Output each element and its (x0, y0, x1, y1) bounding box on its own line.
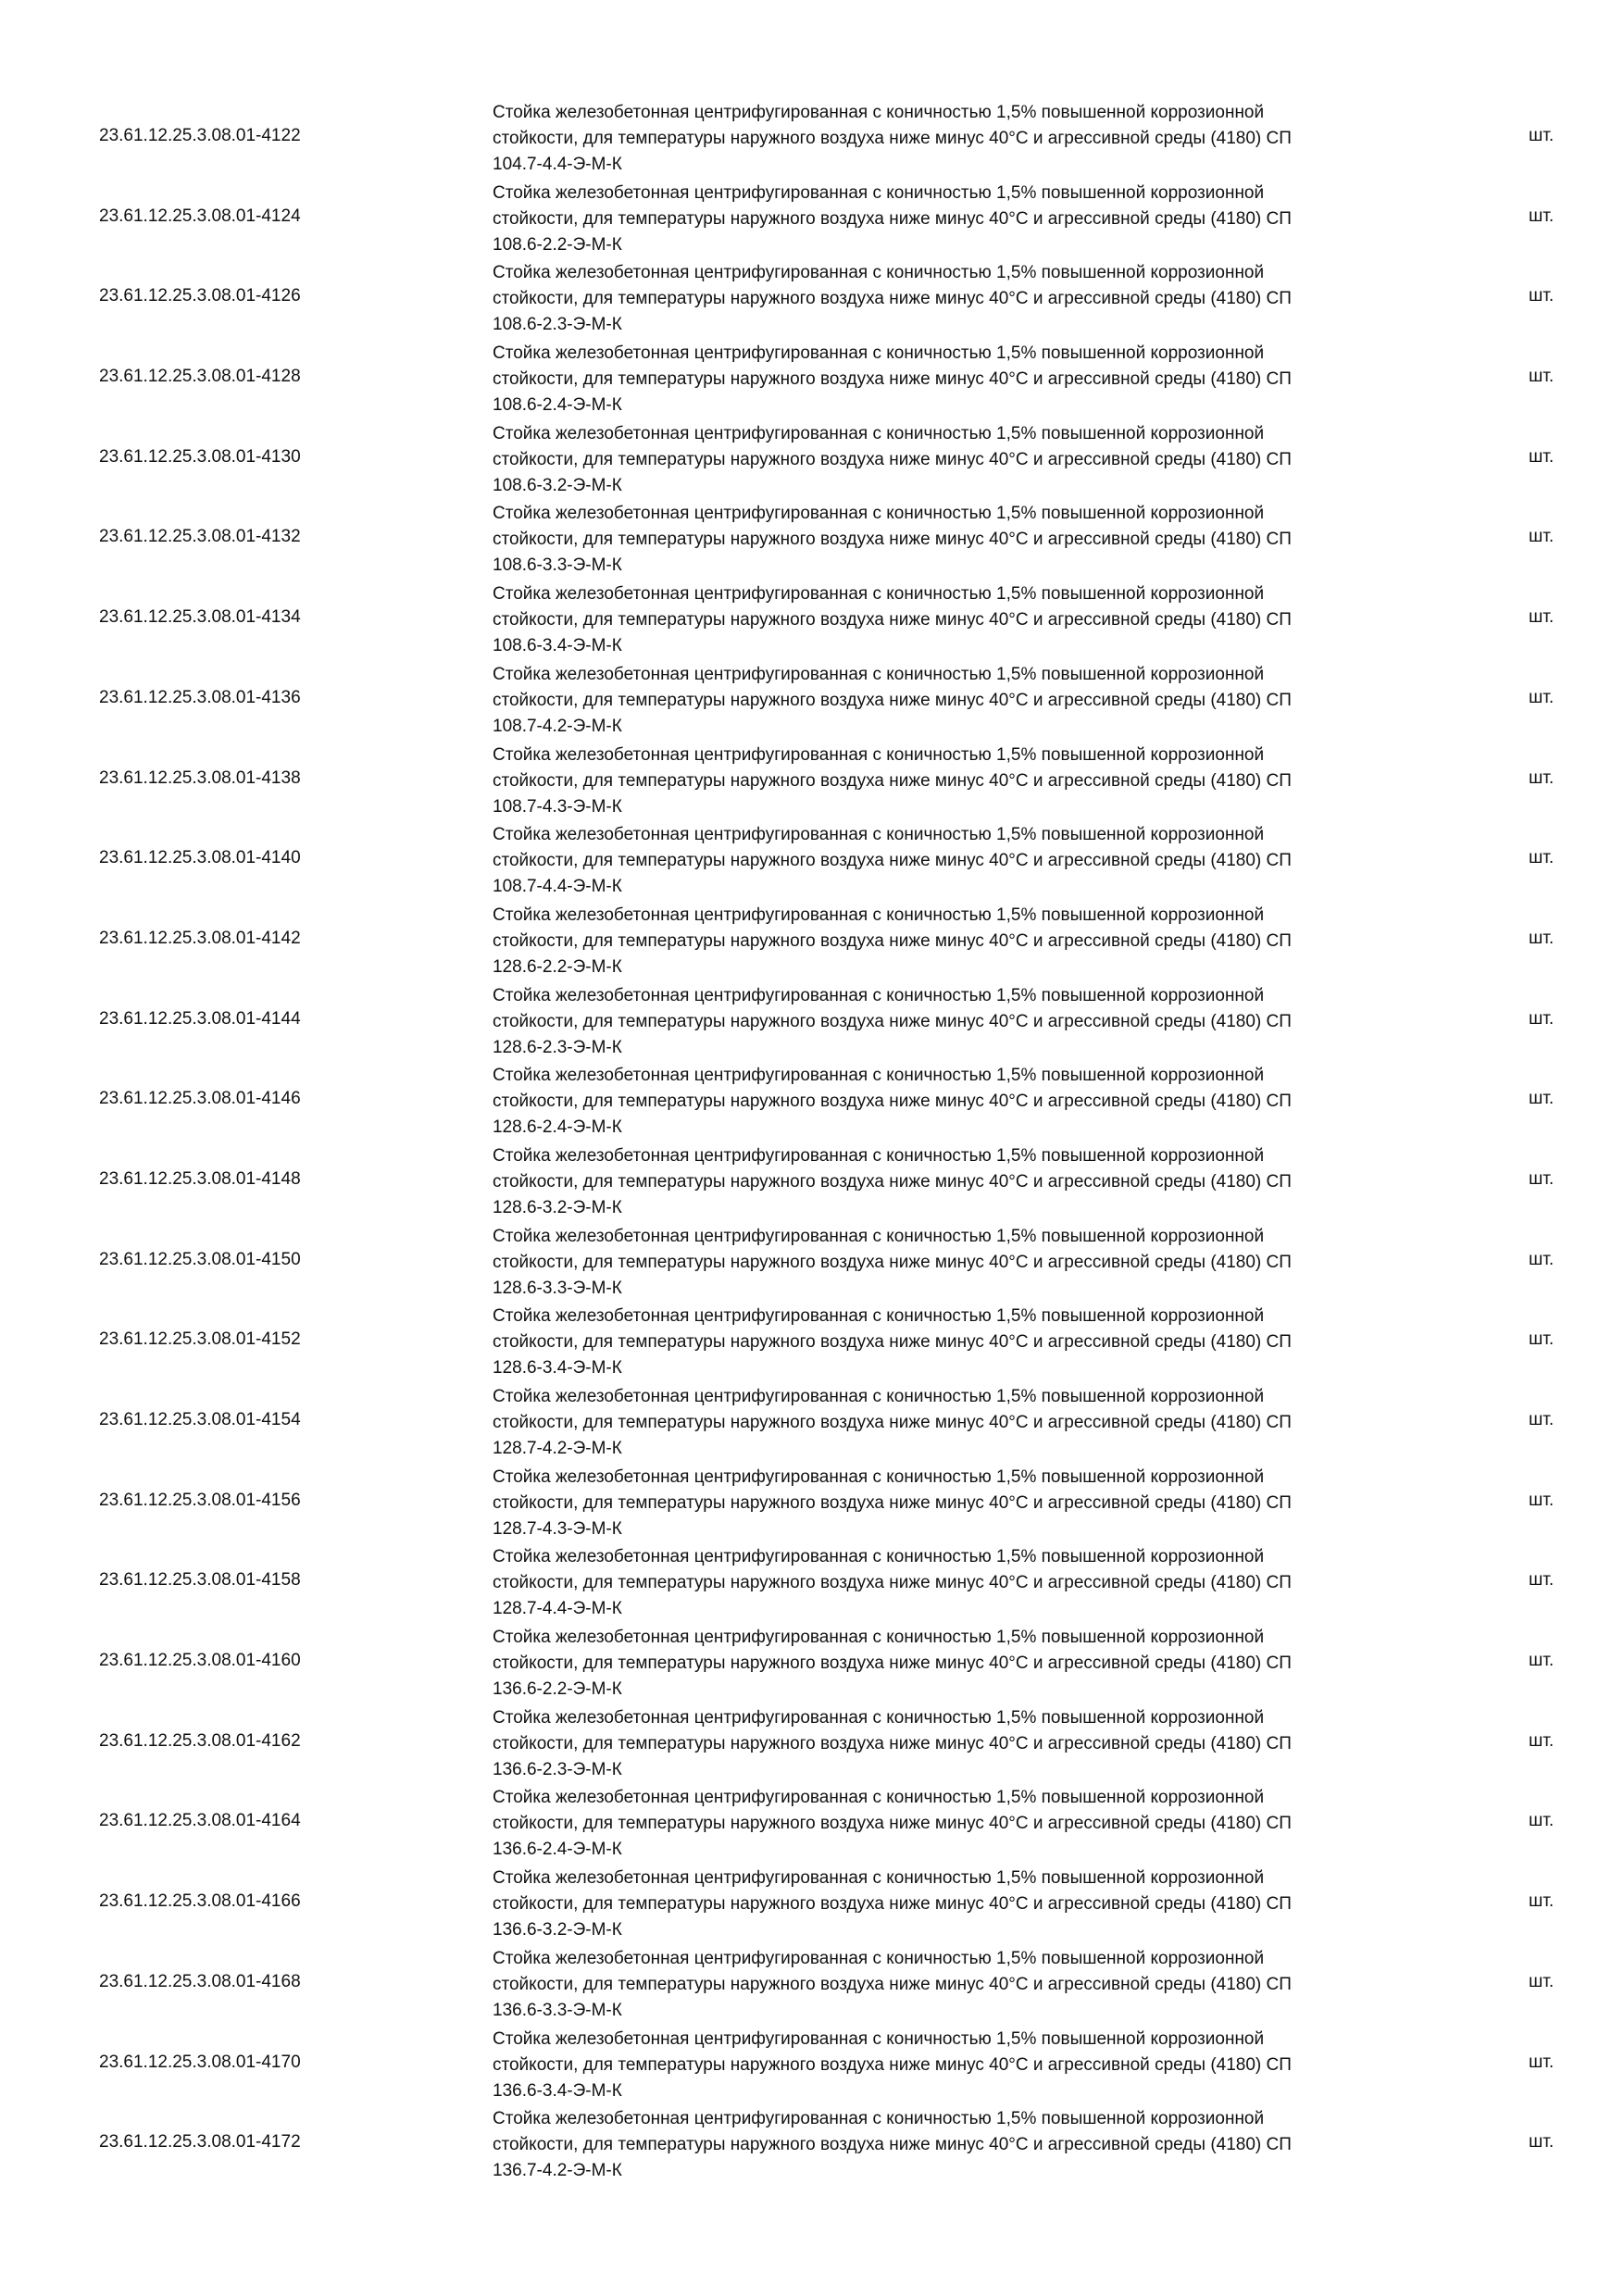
unit-of-measure: шт. (1529, 1730, 1555, 1751)
description-line: 108.6-2.2-Э-М-К (493, 234, 622, 255)
table-row (0, 1461, 1624, 1541)
description-line: Стойка железобетонная центрифугированная с коничностью 1,5% повышенной коррозионной (493, 825, 1265, 845)
table-row (0, 1781, 1624, 1862)
table-row (0, 1220, 1624, 1301)
description-line: Стойка железобетонная центрифугированная с коничностью 1,5% повышенной коррозионной (493, 1948, 1265, 1968)
description-line: Стойка железобетонная центрифугированная с коничностью 1,5% повышенной коррозионной (493, 1066, 1265, 1086)
description-line: 128.6-3.3-Э-М-К (493, 1278, 622, 1298)
table-row (0, 818, 1624, 899)
description-line: 108.6-3.4-Э-М-К (493, 636, 622, 656)
description-line: стойкости, для температуры наружного воздуха ниже минус 40°С и агрессивной среды (4180) СП (493, 449, 1292, 469)
resource-code: 23.61.12.25.3.08.01-4168 (99, 1971, 301, 1991)
description-line: 108.6-3.3-Э-М-К (493, 555, 622, 576)
resource-description (493, 1625, 1418, 1703)
table-row (0, 96, 1624, 177)
description-line: Стойка железобетонная центрифугированная с коничностью 1,5% повышенной коррозионной (493, 1788, 1265, 1808)
description-line: 136.6-2.4-Э-М-К (493, 1840, 622, 1860)
unit-of-measure: шт. (1529, 1410, 1555, 1429)
resource-code: 23.61.12.25.3.08.01-4154 (99, 1410, 301, 1429)
unit-of-measure: шт. (1529, 1570, 1555, 1591)
description-line: Стойка железобетонная центрифугированная с коничностью 1,5% повышенной коррозионной (493, 1226, 1265, 1246)
description-line: 128.6-2.4-Э-М-К (493, 1117, 622, 1138)
resource-code: 23.61.12.25.3.08.01-4170 (99, 2052, 301, 2072)
description-line: 128.6-2.3-Э-М-К (493, 1037, 622, 1057)
unit-of-measure: шт. (1529, 1249, 1555, 1269)
description-line: 108.6-2.4-Э-М-К (493, 395, 622, 416)
unit-of-measure: шт. (1529, 928, 1555, 948)
unit-of-measure: шт. (1529, 1008, 1555, 1029)
description-line: стойкости, для температуры наружного воздуха ниже минус 40°С и агрессивной среды (4180) СП (493, 1653, 1292, 1674)
table-row (0, 337, 1624, 418)
resource-code: 23.61.12.25.3.08.01-4156 (99, 1490, 301, 1510)
table-row (0, 1380, 1624, 1461)
description-line: 136.7-4.2-Э-М-К (493, 2161, 622, 2181)
resource-code: 23.61.12.25.3.08.01-4138 (99, 767, 301, 788)
unit-of-measure: шт. (1529, 1329, 1555, 1350)
resource-code: 23.61.12.25.3.08.01-4148 (99, 1168, 301, 1189)
table-row (0, 1942, 1624, 2023)
unit-of-measure: шт. (1529, 1089, 1555, 1109)
description-line: Стойка железобетонная центрифугированная с коничностью 1,5% повышенной коррозионной (493, 263, 1265, 283)
description-line: 136.6-2.3-Э-М-К (493, 1759, 622, 1779)
resource-code: 23.61.12.25.3.08.01-4172 (99, 2132, 301, 2152)
resource-description (493, 1224, 1418, 1302)
resource-code: 23.61.12.25.3.08.01-4146 (99, 1089, 301, 1109)
resource-code: 23.61.12.25.3.08.01-4142 (99, 928, 301, 948)
unit-of-measure: шт. (1529, 2052, 1555, 2072)
table-row (0, 1702, 1624, 1782)
resource-description (493, 260, 1418, 338)
description-line: 128.6-3.2-Э-М-К (493, 1197, 622, 1217)
resource-code: 23.61.12.25.3.08.01-4134 (99, 607, 301, 628)
table-row (0, 177, 1624, 257)
description-line: Стойка железобетонная центрифугированная с коничностью 1,5% повышенной коррозионной (493, 1628, 1265, 1648)
description-line: Стойка железобетонная центрифугированная с коничностью 1,5% повышенной коррозионной (493, 1868, 1265, 1889)
description-line: стойкости, для температуры наружного воздуха ниже минус 40°С и агрессивной среды (4180) СП (493, 1011, 1292, 1031)
table-row (0, 1140, 1624, 1220)
unit-of-measure: шт. (1529, 607, 1555, 628)
description-line: стойкости, для температуры наружного воздуха ниже минус 40°С и агрессивной среды (4180) СП (493, 1252, 1292, 1272)
table-row (0, 980, 1624, 1060)
resource-description (493, 581, 1418, 659)
resource-description (493, 1465, 1418, 1542)
table-row (0, 1621, 1624, 1702)
unit-of-measure: шт. (1529, 1651, 1555, 1671)
resource-code: 23.61.12.25.3.08.01-4166 (99, 1891, 301, 1912)
description-line: Стойка железобетонная центрифугированная с коничностью 1,5% повышенной коррозионной (493, 103, 1265, 122)
description-line: стойкости, для температуры наружного воздуха ниже минус 40°С и агрессивной среды (4180) СП (493, 2135, 1292, 2155)
unit-of-measure: шт. (1529, 286, 1555, 306)
description-line: стойкости, для температуры наружного воздуха ниже минус 40°С и агрессивной среды (4180) СП (493, 1332, 1292, 1353)
description-line: 128.7-4.3-Э-М-К (493, 1518, 622, 1539)
resource-code: 23.61.12.25.3.08.01-4124 (99, 206, 301, 226)
unit-of-measure: шт. (1529, 126, 1555, 145)
unit-of-measure: шт. (1529, 1891, 1555, 1912)
description-line: 128.6-2.2-Э-М-К (493, 956, 622, 977)
description-line: стойкости, для температуры наружного воздуха ниже минус 40°С и агрессивной среды (4180) СП (493, 1733, 1292, 1753)
table-row (0, 1862, 1624, 1942)
resource-code: 23.61.12.25.3.08.01-4122 (99, 126, 301, 145)
description-line: стойкости, для температуры наружного воздуха ниже минус 40°С и агрессивной среды (4180) СП (493, 770, 1292, 791)
resource-code: 23.61.12.25.3.08.01-4130 (99, 446, 301, 467)
table-row (0, 578, 1624, 658)
resource-description (493, 1785, 1418, 1863)
unit-of-measure: шт. (1529, 367, 1555, 387)
unit-of-measure: шт. (1529, 2132, 1555, 2152)
unit-of-measure: шт. (1529, 446, 1555, 467)
description-line: 128.7-4.4-Э-М-К (493, 1599, 622, 1619)
resource-description (493, 421, 1418, 499)
unit-of-measure: шт. (1529, 1168, 1555, 1189)
description-line: стойкости, для температуры наружного воздуха ниже минус 40°С и агрессивной среды (4180) СП (493, 610, 1292, 630)
description-line: Стойка железобетонная центрифугированная с коничностью 1,5% повышенной коррозионной (493, 423, 1265, 443)
unit-of-measure: шт. (1529, 767, 1555, 788)
resource-description (493, 1143, 1418, 1221)
resource-description (493, 501, 1418, 579)
table-row (0, 418, 1624, 498)
resource-code: 23.61.12.25.3.08.01-4150 (99, 1249, 301, 1269)
description-line: стойкости, для температуры наружного воздуха ниже минус 40°С и агрессивной среды (4180) СП (493, 1413, 1292, 1432)
resource-description (493, 1304, 1418, 1381)
resource-description (493, 2106, 1418, 2184)
table-row (0, 1541, 1624, 1621)
description-line: Стойка железобетонная центрифугированная с коничностью 1,5% повышенной коррозионной (493, 744, 1265, 765)
description-line: 136.6-3.2-Э-М-К (493, 1920, 622, 1940)
resource-description (493, 1866, 1418, 1943)
description-line: Стойка железобетонная центрифугированная с коничностью 1,5% повышенной коррозионной (493, 1306, 1265, 1327)
resource-description (493, 662, 1418, 740)
unit-of-measure: шт. (1529, 1811, 1555, 1831)
resource-code: 23.61.12.25.3.08.01-4126 (99, 286, 301, 306)
unit-of-measure: шт. (1529, 687, 1555, 707)
table-row (0, 256, 1624, 337)
description-line: Стойка железобетонная центрифугированная с коничностью 1,5% повышенной коррозионной (493, 1145, 1265, 1166)
resource-code: 23.61.12.25.3.08.01-4136 (99, 687, 301, 707)
description-line: стойкости, для температуры наружного воздуха ниже минус 40°С и агрессивной среды (4180) СП (493, 690, 1292, 710)
description-line: стойкости, для температуры наружного воздуха ниже минус 40°С и агрессивной среды (4180) СП (493, 530, 1292, 550)
description-line: 104.7-4.4-Э-М-К (493, 155, 622, 174)
description-line: Стойка железобетонная центрифугированная с коничностью 1,5% повышенной коррозионной (493, 182, 1265, 203)
description-line: Стойка железобетонная центрифугированная с коничностью 1,5% повышенной коррозионной (493, 343, 1265, 364)
table-row (0, 497, 1624, 578)
description-line: стойкости, для температуры наружного воздуха ниже минус 40°С и агрессивной среды (4180) СП (493, 1171, 1292, 1192)
description-line: стойкости, для температуры наружного воздуха ниже минус 40°С и агрессивной среды (4180) СП (493, 851, 1292, 871)
description-line: стойкости, для температуры наружного воздуха ниже минус 40°С и агрессивной среды (4180) СП (493, 208, 1292, 229)
description-line: Стойка железобетонная центрифугированная с коничностью 1,5% повышенной коррозионной (493, 905, 1265, 925)
description-line: 108.6-3.2-Э-М-К (493, 475, 622, 495)
table-row (0, 739, 1624, 819)
resource-description (493, 1384, 1418, 1462)
description-line: 108.7-4.4-Э-М-К (493, 877, 622, 897)
description-line: Стойка железобетонная центрифугированная с коничностью 1,5% повышенной коррозионной (493, 1387, 1265, 1406)
description-line: 128.7-4.2-Э-М-К (493, 1439, 622, 1458)
description-line: стойкости, для температуры наружного воздуха ниже минус 40°С и агрессивной среды (4180) СП (493, 2054, 1292, 2075)
table-row (0, 1059, 1624, 1140)
description-line: Стойка железобетонная центрифугированная с коничностью 1,5% повышенной коррозионной (493, 584, 1265, 605)
resource-description (493, 1544, 1418, 1622)
resource-code: 23.61.12.25.3.08.01-4162 (99, 1730, 301, 1751)
resource-code: 23.61.12.25.3.08.01-4144 (99, 1008, 301, 1029)
description-line: стойкости, для температуры наружного воздуха ниже минус 40°С и агрессивной среды (4180) СП (493, 129, 1292, 148)
description-line: Стойка железобетонная центрифугированная с коничностью 1,5% повышенной коррозионной (493, 2109, 1265, 2129)
description-line: стойкости, для температуры наружного воздуха ниже минус 40°С и агрессивной среды (4180) СП (493, 1894, 1292, 1915)
description-line: 136.6-2.2-Э-М-К (493, 1679, 622, 1700)
description-line: стойкости, для температуры наружного воздуха ниже минус 40°С и агрессивной среды (4180) СП (493, 930, 1292, 951)
description-line: 108.7-4.3-Э-М-К (493, 796, 622, 817)
description-line: Стойка железобетонная центрифугированная с коничностью 1,5% повышенной коррозионной (493, 2028, 1265, 2049)
description-line: 136.6-3.3-Э-М-К (493, 2000, 622, 2020)
description-line: Стойка железобетонная центрифугированная с коничностью 1,5% повышенной коррозионной (493, 985, 1265, 1005)
unit-of-measure: шт. (1529, 527, 1555, 547)
table-row (0, 658, 1624, 739)
resource-description (493, 181, 1418, 258)
table-row (0, 2023, 1624, 2103)
unit-of-measure: шт. (1529, 1490, 1555, 1510)
resource-code: 23.61.12.25.3.08.01-4160 (99, 1651, 301, 1671)
description-line: Стойка железобетонная центрифугированная с коничностью 1,5% повышенной коррозионной (493, 1707, 1265, 1728)
resource-code: 23.61.12.25.3.08.01-4140 (99, 848, 301, 868)
table-row (0, 899, 1624, 980)
resource-code: 23.61.12.25.3.08.01-4164 (99, 1811, 301, 1831)
description-line: стойкости, для температуры наружного воздуха ниже минус 40°С и агрессивной среды (4180) СП (493, 1814, 1292, 1834)
unit-of-measure: шт. (1529, 1971, 1555, 1991)
resource-description (493, 1946, 1418, 2024)
description-line: 108.6-2.3-Э-М-К (493, 315, 622, 335)
resource-table (0, 96, 1624, 2183)
resource-description (493, 903, 1418, 980)
description-line: стойкости, для температуры наружного воздуха ниже минус 40°С и агрессивной среды (4180) СП (493, 1092, 1292, 1112)
description-line: Стойка железобетонная центрифугированная с коничностью 1,5% повышенной коррозионной (493, 664, 1265, 684)
table-row (0, 1300, 1624, 1380)
resource-description (493, 341, 1418, 418)
description-line: стойкости, для температуры наружного воздуха ниже минус 40°С и агрессивной среды (4180) СП (493, 289, 1292, 309)
description-line: Стойка железобетонная центрифугированная с коничностью 1,5% повышенной коррозионной (493, 1466, 1265, 1487)
unit-of-measure: шт. (1529, 206, 1555, 226)
description-line: 136.6-3.4-Э-М-К (493, 2080, 622, 2101)
resource-code: 23.61.12.25.3.08.01-4132 (99, 527, 301, 547)
table-row (0, 2103, 1624, 2183)
resource-description (493, 100, 1418, 178)
resource-code: 23.61.12.25.3.08.01-4158 (99, 1570, 301, 1591)
resource-description (493, 822, 1418, 900)
description-line: стойкости, для температуры наружного воздуха ниже минус 40°С и агрессивной среды (4180) СП (493, 1492, 1292, 1513)
description-line: 128.6-3.4-Э-М-К (493, 1358, 622, 1379)
description-line: Стойка железобетонная центрифугированная с коничностью 1,5% повышенной коррозионной (493, 1547, 1265, 1567)
resource-description (493, 1705, 1418, 1783)
description-line: 108.7-4.2-Э-М-К (493, 716, 622, 736)
description-line: стойкости, для температуры наружного воздуха ниже минус 40°С и агрессивной среды (4180) СП (493, 1974, 1292, 1994)
resource-description (493, 983, 1418, 1061)
resource-code: 23.61.12.25.3.08.01-4128 (99, 367, 301, 387)
resource-description (493, 742, 1418, 820)
resource-description (493, 2027, 1418, 2104)
description-line: стойкости, для температуры наружного воздуха ниже минус 40°С и агрессивной среды (4180) СП (493, 369, 1292, 390)
resource-code: 23.61.12.25.3.08.01-4152 (99, 1329, 301, 1350)
resource-description (493, 1063, 1418, 1141)
unit-of-measure: шт. (1529, 848, 1555, 868)
description-line: Стойка железобетонная центрифугированная с коничностью 1,5% повышенной коррозионной (493, 504, 1265, 524)
description-line: стойкости, для температуры наружного воздуха ниже минус 40°С и агрессивной среды (4180) СП (493, 1573, 1292, 1593)
